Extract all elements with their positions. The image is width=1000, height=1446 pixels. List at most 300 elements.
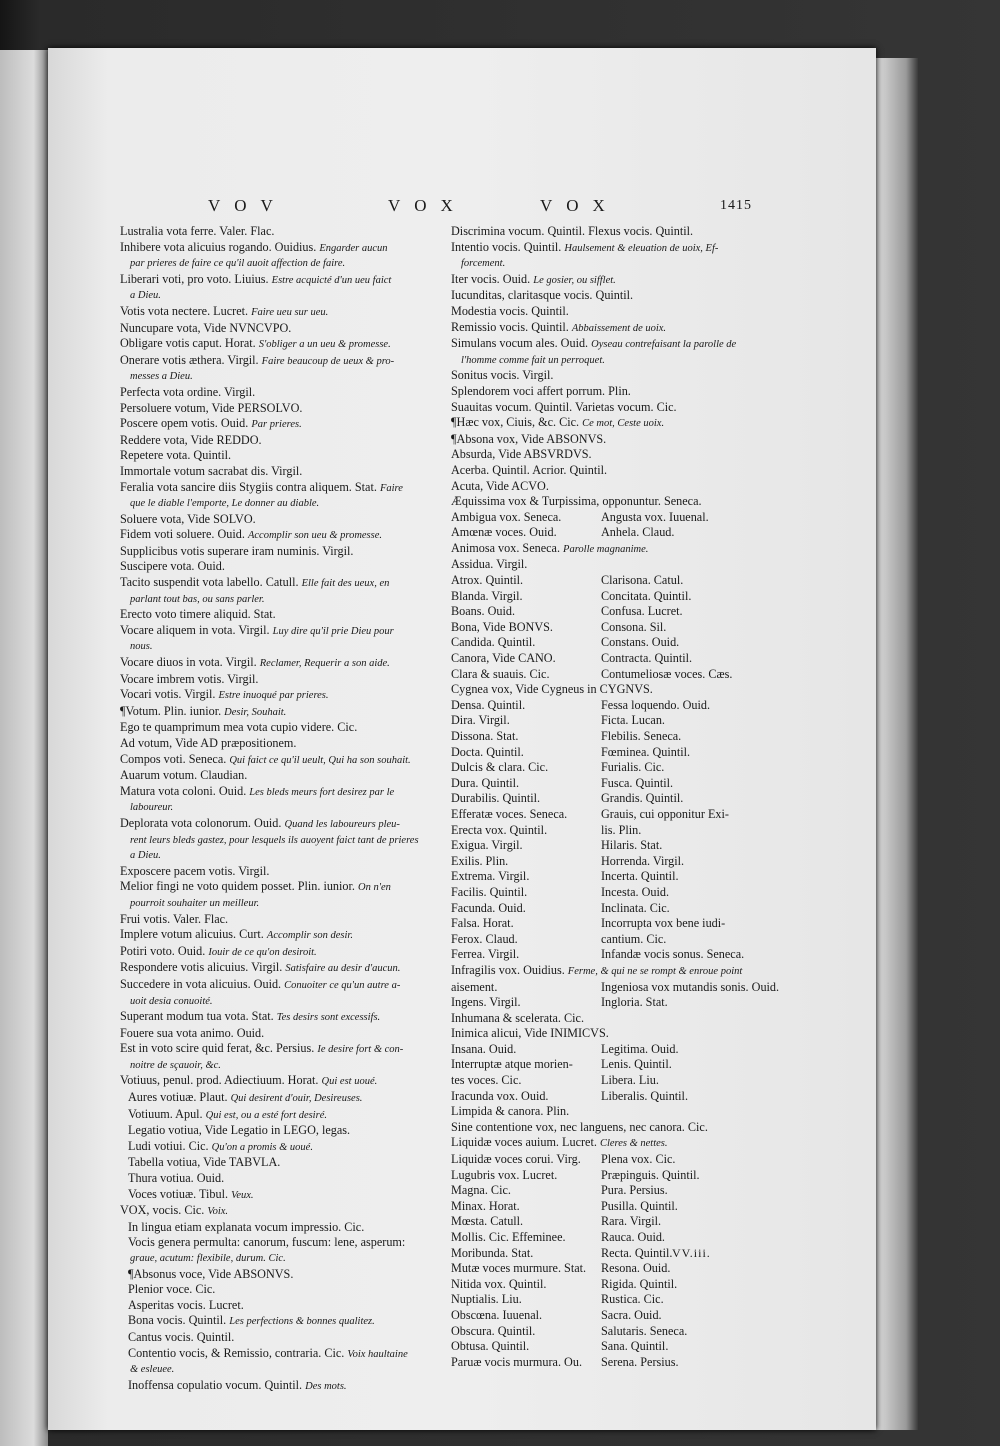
dictionary-entry	[451, 320, 803, 337]
entry-left: Minax. Horat.	[451, 1198, 520, 1213]
dictionary-entry	[120, 1378, 460, 1395]
entry-right: lis. Plin.	[601, 822, 642, 837]
entry-latin: In lingua etiam explanata vocum impressio. Cic.	[128, 1219, 365, 1234]
entry-pair	[451, 838, 803, 854]
dictionary-entry	[120, 544, 460, 560]
entry-latin: Implere votum alicuius. Curt.	[120, 927, 264, 942]
entry-latin: Suscipere vota. Ouid.	[120, 559, 225, 574]
dictionary-entry	[120, 1155, 460, 1171]
entry-left: Ferox. Claud.	[451, 931, 518, 946]
entry-latin: Asperitas vocis. Lucret.	[128, 1297, 244, 1312]
entry-french-gloss: Reclamer, Requerir a son aide.	[259, 658, 390, 670]
entry-latin: Vocare aliquem in vota. Virgil.	[120, 622, 270, 637]
dictionary-entry	[120, 720, 460, 736]
entry-latin: ¶Absonus voce, Vide ABSONVS.	[128, 1266, 294, 1281]
book-page	[48, 48, 876, 1430]
dictionary-entry	[451, 288, 803, 304]
entry-latin: Plenior voce. Cic.	[128, 1282, 216, 1297]
entry-continuation: messes a Dieu.	[130, 371, 193, 383]
entry-right: Ingloria. Stat.	[601, 995, 668, 1010]
entry-right: Sacra. Ouid.	[601, 1307, 662, 1322]
entry-french-gloss: Cleres & nettes.	[599, 1138, 668, 1150]
entry-right: Liberalis. Quintil.	[601, 1088, 688, 1103]
dictionary-entry	[120, 1235, 460, 1251]
entry-continuation: que le diable l'emporte, Le donner au diable.	[130, 498, 320, 510]
entry-pair	[451, 525, 803, 541]
entry-left: Dulcis & clara. Cic.	[451, 760, 549, 775]
entry-french-gloss: Qu'on a promis & uoué.	[211, 1141, 313, 1153]
entry-right: Hilaris. Stat.	[601, 838, 663, 853]
entry-french-gloss: Faire beaucoup de ueux & pro-	[261, 355, 395, 367]
entry-left: Docta. Quintil.	[451, 744, 524, 759]
entry-latin: ¶Votum. Plin. iunior.	[120, 703, 222, 718]
dictionary-entry	[120, 416, 460, 433]
entry-left: tes voces. Cic.	[451, 1073, 522, 1088]
entry-pair	[451, 1292, 803, 1308]
entry-french-gloss: Qui faict ce qu'il ueult, Qui ha son souhait.	[229, 754, 411, 766]
entry-latin: Inimica alicui, Vide INIMICVS.	[451, 1026, 609, 1041]
dictionary-entry	[120, 655, 460, 672]
entry-left: Clara & suauis. Cic.	[451, 666, 550, 681]
entry-right: Anhela. Claud.	[601, 525, 675, 540]
entry-latin: Liberari voti, pro voto. Liuius.	[120, 271, 269, 286]
running-header	[48, 196, 876, 222]
entry-french-gloss: Faire	[379, 482, 403, 494]
entry-right: Incorrupta vox bene iudi-	[601, 916, 726, 931]
dictionary-entry	[451, 1026, 803, 1042]
entry-latin: Superant modum tua vota. Stat.	[120, 1009, 274, 1024]
entry-right: Incesta. Ouid.	[601, 884, 670, 899]
headword-3: VOX	[540, 196, 619, 215]
entry-latin-second: Acrior. Quintil.	[532, 462, 608, 477]
entry-latin: Potiri voto. Ouid.	[120, 943, 206, 958]
entry-left: Exilis. Plin.	[451, 853, 509, 868]
entry-french-gloss: Estre acquicté d'un ueu faict	[271, 274, 392, 286]
entry-latin: Repetere vota. Quintil.	[120, 448, 232, 463]
entry-latin: Vocari votis. Virgil.	[120, 687, 216, 702]
entry-pair	[451, 1073, 803, 1089]
entry-left: Nuptialis. Liu.	[451, 1292, 522, 1307]
entry-left: Obtusa. Quintil.	[451, 1339, 530, 1354]
dictionary-entry	[120, 1139, 460, 1156]
dictionary-entry	[120, 559, 460, 575]
dictionary-entry	[120, 1282, 460, 1298]
entry-right: Rustica. Cic.	[601, 1292, 664, 1307]
entry-french-gloss: Les bleds meurs fort desirez par le	[249, 786, 395, 798]
entry-left: Amœnæ voces. Ouid.	[451, 525, 557, 540]
entry-latin: Remissio vocis. Quintil.	[451, 319, 569, 334]
entry-latin: Cygnea vox, Vide Cygneus in CYGNVS.	[451, 682, 653, 697]
entry-latin: Fidem voti soluere. Ouid.	[120, 527, 245, 542]
headword-2: VOX	[388, 196, 467, 215]
dictionary-entry	[120, 448, 460, 464]
right-column	[451, 224, 803, 1370]
dictionary-entry	[120, 672, 460, 688]
entry-left: Falsa. Horat.	[451, 916, 514, 931]
dictionary-entry	[451, 682, 803, 698]
entry-right: Consona. Sil.	[601, 619, 667, 634]
entry-latin-second: Flexus vocis. Quintil.	[588, 224, 694, 238]
entry-latin: Perfecta vota ordine. Virgil.	[120, 384, 256, 399]
entry-right: Ficta. Lucan.	[601, 713, 665, 728]
dictionary-entry	[120, 736, 460, 752]
entry-right: Sana. Quintil.	[601, 1339, 669, 1354]
dictionary-entry	[120, 879, 460, 896]
entry-right: Lenis. Quintil.	[601, 1057, 672, 1072]
entry-french-gloss: Oyseau contrefaisant la parolle de	[591, 339, 737, 351]
previous-page-edge	[0, 50, 48, 1446]
entry-left: Exigua. Virgil.	[451, 838, 523, 853]
entry-french-gloss: Le gosier, ou sifflet.	[533, 274, 616, 286]
entry-right: Furialis. Cic.	[601, 760, 665, 775]
dictionary-entry	[120, 1220, 460, 1236]
headword-1: VOV	[208, 196, 287, 215]
entry-continuation: rent leurs bleds gastez, pour lesquels ils auoyent faict tant de prieres	[130, 834, 419, 846]
entry-latin: Voces votiuæ. Tibul.	[128, 1186, 229, 1201]
entry-pair	[451, 635, 803, 651]
entry-latin: Limpida & canora. Plin.	[451, 1104, 570, 1119]
entry-french-gloss: Qui est, ou a esté fort desiré.	[205, 1109, 327, 1121]
dictionary-entry	[451, 368, 803, 384]
entry-right: Pura. Persius.	[601, 1183, 668, 1198]
entry-latin: Votiuus, penul. prod. Adiectiuum. Horat.	[120, 1073, 319, 1088]
dictionary-entry	[120, 464, 460, 480]
entry-left: Mutæ voces murmure. Stat.	[451, 1261, 587, 1276]
dictionary-entry	[120, 224, 460, 240]
dictionary-entry	[451, 224, 803, 240]
entry-latin: Frui votis. Valer. Flac.	[120, 911, 229, 926]
entry-right: Resona. Ouid.	[601, 1261, 671, 1276]
entry-latin: Tabella votiua, Vide TABVLA.	[128, 1155, 281, 1170]
entry-latin: Est in voto scire quid ferat, &c. Persius.	[120, 1041, 315, 1056]
entry-left: Blanda. Virgil.	[451, 588, 523, 603]
dictionary-entry	[120, 1041, 460, 1058]
dictionary-entry	[120, 1107, 460, 1124]
entry-continuation: & esleuee.	[130, 1364, 175, 1376]
entry-pair	[451, 823, 803, 839]
entry-latin: Ludi votiui. Cic.	[128, 1138, 209, 1153]
entry-french-gloss: Ce mot, Ceste uoix.	[582, 418, 665, 430]
entry-latin: Thura votiua. Ouid.	[128, 1171, 225, 1186]
dictionary-entry	[120, 527, 460, 544]
dictionary-entry	[120, 1123, 460, 1139]
entry-latin: Legatio votiua, Vide Legatio in LEGO, legas.	[128, 1123, 351, 1138]
entry-right: Angusta vox. Iuuenal.	[601, 509, 709, 524]
entry-latin: Contentio vocis, & Remissio, contraria. Cic.	[128, 1345, 345, 1360]
entry-pair	[451, 1324, 803, 1340]
entry-latin: Assidua. Virgil.	[451, 557, 528, 572]
dictionary-entry	[120, 1026, 460, 1042]
dictionary-entry	[120, 401, 460, 417]
entry-left: Dissona. Stat.	[451, 729, 519, 743]
entry-latin: Poscere opem votis. Ouid.	[120, 416, 249, 431]
entry-pair	[451, 573, 803, 589]
entry-right: Constans. Ouid.	[601, 635, 680, 650]
entry-right: Legitima. Ouid.	[601, 1041, 679, 1056]
entry-latin: Erecto voto timere aliquid. Stat.	[120, 607, 276, 622]
entry-right: cantium. Cic.	[601, 931, 667, 946]
entry-latin: Animosa vox. Seneca.	[451, 540, 560, 555]
dictionary-entry	[451, 415, 803, 432]
entry-french-gloss: Voix.	[207, 1206, 229, 1218]
dictionary-entry	[120, 336, 460, 353]
entry-right: Inclinata. Cic.	[601, 900, 670, 915]
entry-latin: Votis vota nectere. Lucret.	[120, 303, 249, 318]
entry-latin: Reddere vota, Vide REDDO.	[120, 432, 262, 447]
entry-latin: Tacito suspendit vota labello. Catull.	[120, 575, 299, 590]
entry-latin: VOX, vocis. Cic.	[120, 1203, 205, 1218]
entry-pair	[451, 932, 803, 948]
dictionary-entry	[120, 1313, 460, 1330]
entry-french-gloss: Par prieres.	[251, 419, 302, 431]
entry-french-gloss: Iouir de ce qu'on desiroit.	[208, 946, 317, 958]
entry-pair	[451, 698, 803, 714]
entry-latin: Inhumana & scelerata. Cic.	[451, 1010, 584, 1025]
dictionary-entry	[120, 944, 460, 961]
entry-left: Obscura. Quintil.	[451, 1323, 536, 1338]
entry-french-gloss: Desir, Souhait.	[224, 706, 287, 718]
entry-latin: Lustralia vota ferre. Valer. Flac.	[120, 224, 275, 238]
entry-pair	[451, 916, 803, 932]
entry-latin: ¶Hæc vox, Ciuis, &c. Cic.	[451, 415, 580, 430]
dictionary-entry	[451, 400, 803, 416]
dictionary-entry	[451, 541, 803, 558]
entry-left: Erecta vox. Quintil.	[451, 822, 548, 837]
entry-latin: Nuncupare vota, Vide NVNCVPO.	[120, 320, 292, 335]
entry-latin: Fouere sua vota animo. Ouid.	[120, 1025, 265, 1040]
entry-right: Rara. Virgil.	[601, 1214, 662, 1229]
dictionary-entry	[120, 704, 460, 721]
entry-latin: ¶Absona vox, Vide ABSONVS.	[451, 431, 607, 446]
entry-latin: Intentio vocis. Quintil.	[451, 239, 562, 254]
entry-left: Interruptæ atque morien-	[451, 1057, 573, 1072]
entry-pair	[451, 854, 803, 870]
entry-right: Fœminea. Quintil.	[601, 744, 691, 759]
entry-pair	[451, 1057, 803, 1073]
entry-latin: Succedere in vota alicuius. Ouid.	[120, 976, 282, 991]
entry-latin: Supplicibus votis superare iram numinis. Virgil.	[120, 543, 354, 558]
entry-pair	[451, 980, 803, 996]
entry-left: Dira. Virgil.	[451, 713, 510, 728]
left-column	[120, 224, 460, 1394]
entry-pair	[451, 589, 803, 605]
dictionary-entry	[120, 240, 460, 257]
entry-pair	[451, 604, 803, 620]
entry-latin: Respondere votis alicuius. Virgil.	[120, 960, 283, 975]
dictionary-entry	[451, 1104, 803, 1120]
entry-right: Infandæ vocis sonus. Seneca.	[601, 947, 745, 962]
entry-pair	[451, 651, 803, 667]
dictionary-entry	[120, 768, 460, 784]
entry-pair	[451, 947, 803, 963]
entry-french-gloss: Voix haultaine	[347, 1348, 408, 1360]
entry-latin: Vocis genera permulta: canorum, fuscum: lene, asperum:	[128, 1235, 406, 1250]
entry-french-gloss: Veux.	[231, 1189, 254, 1201]
entry-left: Ingens. Virgil.	[451, 995, 521, 1010]
entry-french-gloss: Les perfections & bonnes qualitez.	[229, 1316, 375, 1328]
entry-latin: Aures votiuæ. Plaut.	[128, 1090, 228, 1105]
entry-continuation: graue, acutum: flexibile, durum. Cic.	[130, 1253, 286, 1264]
entry-pair	[451, 620, 803, 636]
entry-left: aisement.	[451, 979, 498, 994]
entry-pair	[451, 776, 803, 792]
dictionary-entry	[451, 447, 803, 463]
dictionary-entry	[451, 384, 803, 400]
entry-french-gloss: On n'en	[357, 882, 391, 894]
entry-pair	[451, 1089, 803, 1105]
dictionary-entry	[120, 1073, 460, 1090]
entry-pair	[451, 760, 803, 776]
entry-latin: Soluere vota, Vide SOLVO.	[120, 511, 256, 526]
entry-latin: Splendorem voci affert porrum. Plin.	[451, 383, 631, 398]
entry-latin: Acuta, Vide ACVO.	[451, 478, 549, 493]
entry-french-gloss: Haulsement & eleuation de uoix, Ef-	[564, 242, 719, 254]
dictionary-entry	[451, 963, 803, 980]
entry-latin: Ego te quamprimum mea vota cupio videre. Cic.	[120, 720, 358, 735]
dictionary-entry	[120, 784, 460, 801]
entry-latin: Votiuum. Apul.	[128, 1106, 203, 1121]
entry-french-gloss: Ferme, & qui ne se rompt & enroue point	[567, 965, 743, 977]
entry-latin: Feralia vota sancire diis Stygiis contra aliquem. Stat.	[120, 479, 377, 494]
dictionary-entry	[120, 512, 460, 528]
entry-left: Moribunda. Stat.	[451, 1245, 534, 1260]
entry-right: Fessa loquendo. Ouid.	[601, 697, 711, 712]
dictionary-entry	[120, 864, 460, 880]
folio-number: 1415	[720, 198, 752, 213]
entry-latin: Melior fingi ne voto quidem posset. Plin. iunior.	[120, 879, 355, 894]
entry-pair	[451, 1308, 803, 1324]
entry-pair	[451, 713, 803, 729]
entry-right: Concitata. Quintil.	[601, 588, 692, 603]
entry-left: Facunda. Ouid.	[451, 900, 526, 915]
dictionary-entry	[120, 272, 460, 289]
entry-latin: Immortale votum sacrabat dis. Virgil.	[120, 463, 303, 478]
entry-left: Boans. Ouid.	[451, 604, 515, 619]
dictionary-entry	[120, 607, 460, 623]
entry-right: Rauca. Ouid.	[601, 1230, 665, 1244]
entry-latin: Acerba. Quintil.	[451, 462, 530, 477]
entry-continuation: pourroit souhaiter un meilleur.	[130, 897, 260, 909]
dictionary-entry	[451, 479, 803, 495]
entry-right: Ingeniosa vox mutandis sonis. Ouid.	[601, 979, 780, 994]
entry-latin: Cantus vocis. Quintil.	[128, 1329, 235, 1344]
entry-pair	[451, 1199, 803, 1215]
entry-french-gloss: Luy dire qu'il prie Dieu pour	[272, 625, 394, 637]
entry-left: Bona, Vide BONVS.	[451, 619, 553, 634]
entry-pair	[451, 885, 803, 901]
entry-latin-second: Varietas vocum. Cic.	[575, 399, 677, 414]
dictionary-entry	[120, 960, 460, 977]
dictionary-entry	[451, 1011, 803, 1027]
entry-french-gloss: Satisfaire au desir d'aucun.	[285, 963, 401, 975]
entry-pair	[451, 807, 803, 823]
entry-french-gloss: Accomplir son desir.	[266, 930, 353, 942]
entry-latin: Inoffensa copulatio vocum. Quintil.	[128, 1377, 303, 1392]
dictionary-entry	[120, 1267, 460, 1283]
entry-continuation: uoit desia conuoité.	[130, 995, 213, 1007]
dictionary-entry	[120, 1298, 460, 1314]
entry-latin: Deplorata vota colonorum. Ouid.	[120, 815, 282, 830]
entry-latin: Bona vocis. Quintil.	[128, 1313, 227, 1328]
entry-french-gloss: Des mots.	[305, 1380, 347, 1392]
entry-latin: Ad votum, Vide AD præpositionem.	[120, 736, 297, 750]
entry-left: Insana. Ouid.	[451, 1041, 517, 1056]
entry-continuation: l'homme comme fait un perroquet.	[461, 354, 605, 366]
entry-french-gloss: Qui est uoué.	[321, 1076, 378, 1088]
dictionary-entry	[120, 927, 460, 944]
entry-right: Clarisona. Catul.	[601, 573, 684, 588]
entry-latin: Auarum votum. Claudian.	[120, 768, 248, 783]
entry-left: Atrox. Quintil.	[451, 573, 524, 588]
entry-left: Paruæ vocis murmura. Ou.	[451, 1354, 582, 1369]
dictionary-entry	[120, 1330, 460, 1346]
entry-french-gloss: Parolle magnanime.	[563, 543, 649, 555]
entry-pair	[451, 1168, 803, 1184]
dictionary-entry	[120, 816, 460, 833]
entry-latin: Persoluere votum, Vide PERSOLVO.	[120, 400, 303, 415]
dictionary-entry	[120, 353, 460, 370]
entry-latin: Infragilis vox. Ouidius.	[451, 962, 565, 977]
entry-french-gloss: Qui desirent d'ouir, Desireuses.	[230, 1093, 363, 1105]
entry-left: Ferrea. Virgil.	[451, 947, 520, 962]
entry-left: Facilis. Quintil.	[451, 884, 528, 899]
entry-right: Incerta. Quintil.	[601, 869, 679, 884]
entry-french-gloss: Tes desirs sont excessifs.	[276, 1012, 381, 1024]
entry-continuation: par prieres de faire ce qu'il auoit affection de faire.	[130, 258, 346, 270]
dictionary-entry	[451, 494, 803, 510]
entry-right: Plena vox. Cic.	[601, 1152, 676, 1167]
entry-pair	[451, 667, 803, 683]
entry-pair	[451, 901, 803, 917]
dictionary-entry	[120, 1346, 460, 1363]
entry-left: Canora, Vide CANO.	[451, 651, 556, 666]
entry-french-gloss: Elle fait des ueux, en	[301, 578, 390, 590]
entry-latin: Modestia vocis. Quintil.	[451, 303, 569, 318]
entry-french-gloss: Faire ueu sur ueu.	[251, 306, 329, 318]
dictionary-entry	[451, 272, 803, 289]
entry-latin: Vocare diuos in vota. Virgil.	[120, 655, 257, 670]
dictionary-entry	[120, 623, 460, 640]
entry-pair	[451, 1277, 803, 1293]
entry-right: Libera. Liu.	[601, 1073, 659, 1088]
entry-right: Pusilla. Quintil.	[601, 1198, 678, 1213]
entry-pair	[451, 869, 803, 885]
entry-pair	[451, 1355, 803, 1371]
entry-left: Efferatæ voces. Seneca.	[451, 806, 568, 821]
entry-french-gloss: Estre inuoqué par prieres.	[218, 690, 329, 702]
entry-french-gloss: Abbaissement de uoix.	[571, 322, 667, 334]
dictionary-entry	[120, 687, 460, 704]
dictionary-entry	[120, 575, 460, 592]
entry-right: Recta. Quintil.	[601, 1245, 673, 1260]
entry-pair	[451, 791, 803, 807]
entry-pair	[451, 1152, 803, 1168]
entry-pair	[451, 510, 803, 526]
entry-pair	[451, 1214, 803, 1230]
dictionary-entry	[120, 1187, 460, 1204]
dictionary-entry	[120, 1090, 460, 1107]
entry-french-gloss: Quand les laboureurs pleu-	[284, 818, 400, 830]
entry-latin: Iter vocis. Ouid.	[451, 271, 531, 286]
entry-continuation: a Dieu.	[130, 850, 161, 862]
entry-right: Fusca. Quintil.	[601, 775, 674, 790]
entry-left: Mœsta. Catull.	[451, 1214, 524, 1229]
entry-left: Durabilis. Quintil.	[451, 791, 541, 806]
entry-right: Contracta. Quintil.	[601, 651, 693, 666]
entry-right: Serena. Persius.	[601, 1354, 679, 1369]
entry-latin: Suauitas vocum. Quintil.	[451, 399, 573, 414]
dictionary-entry	[120, 977, 460, 994]
